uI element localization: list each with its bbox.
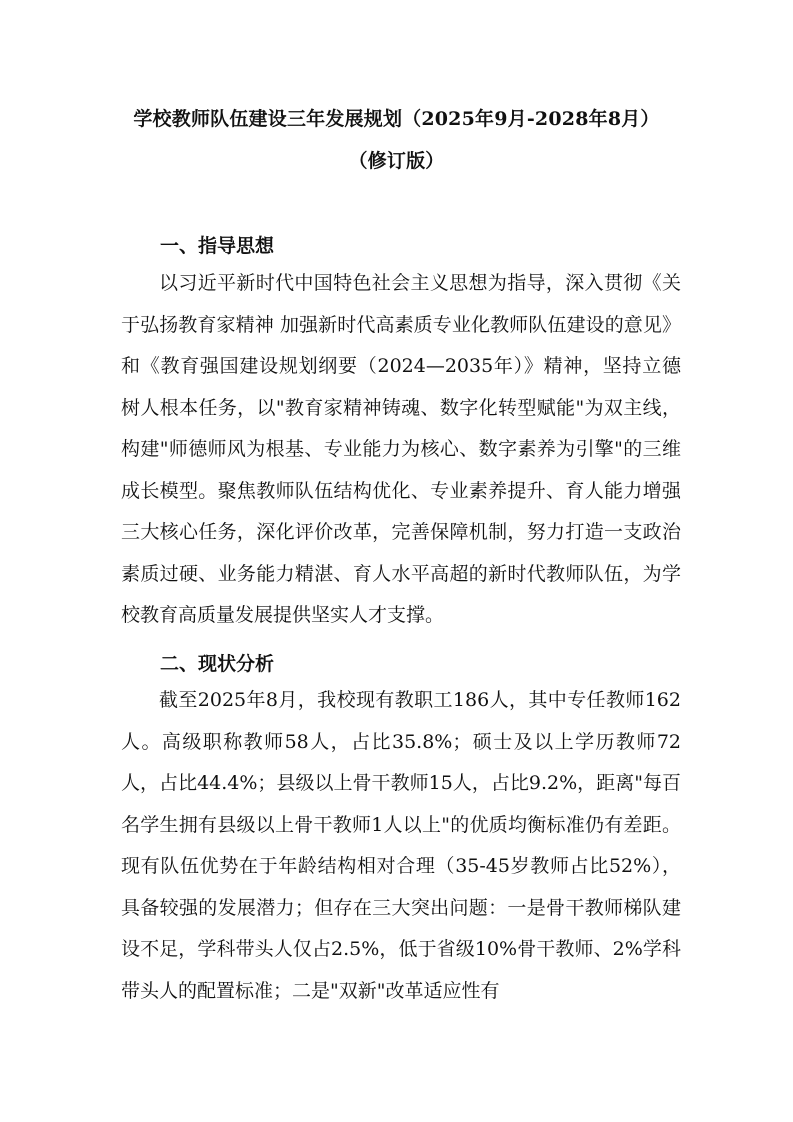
document-subtitle: （修订版） <box>348 150 445 172</box>
section-heading-guiding-ideology: 一、指导思想 <box>160 235 275 257</box>
section-paragraph-current-analysis: 截至2025年8月，我校现有教职工186人，其中专任教师162人。高级职称教师58人，占比35.8%；硕士及以上学历教师72人，占比44.4%；县级以上骨干教师15人，占比9.2%，距离"每百名学生拥有县级以上骨干教师1人以上"的优质均衡标准仍有差距。现有队伍优势在于年龄结构相对合理（35-45岁教师占比52%），具备较强的发展潜力；但存在三大突出问题：一是骨干教师梯队建设不足，学科带头人仅占2.5%，低于省级10%骨干教师、2%学科带头人的配置标准；二是"双新"改革适应性有 <box>121 689 681 1002</box>
document-title: 学校教师队伍建设三年发展规划（2025年9月-2028年8月） <box>133 108 660 130</box>
section-heading-current-analysis: 二、现状分析 <box>160 653 275 675</box>
section-paragraph-guiding-ideology: 以习近平新时代中国特色社会主义思想为指导，深入贯彻《关于弘扬教育家精神 加强新时代高素质专业化教师队伍建设的意见》和《教育强国建设规划纲要（2024—2035年）》精神，坚持立德树人根本任务，以"教育家精神铸魂、数字化转型赋能"为双主线，构建"师德师风为根基、专业能力为核心、数字素养为引擎"的三维成长模型。聚焦教师队伍结构优化、专业素养提升、育人能力增强三大核心任务，深化评价改革，完善保障机制，努力打造一支政治素质过硬、业务能力精湛、育人水平高超的新时代教师队伍，为学校教育高质量发展提供坚实人才支撑。 <box>121 272 681 626</box>
